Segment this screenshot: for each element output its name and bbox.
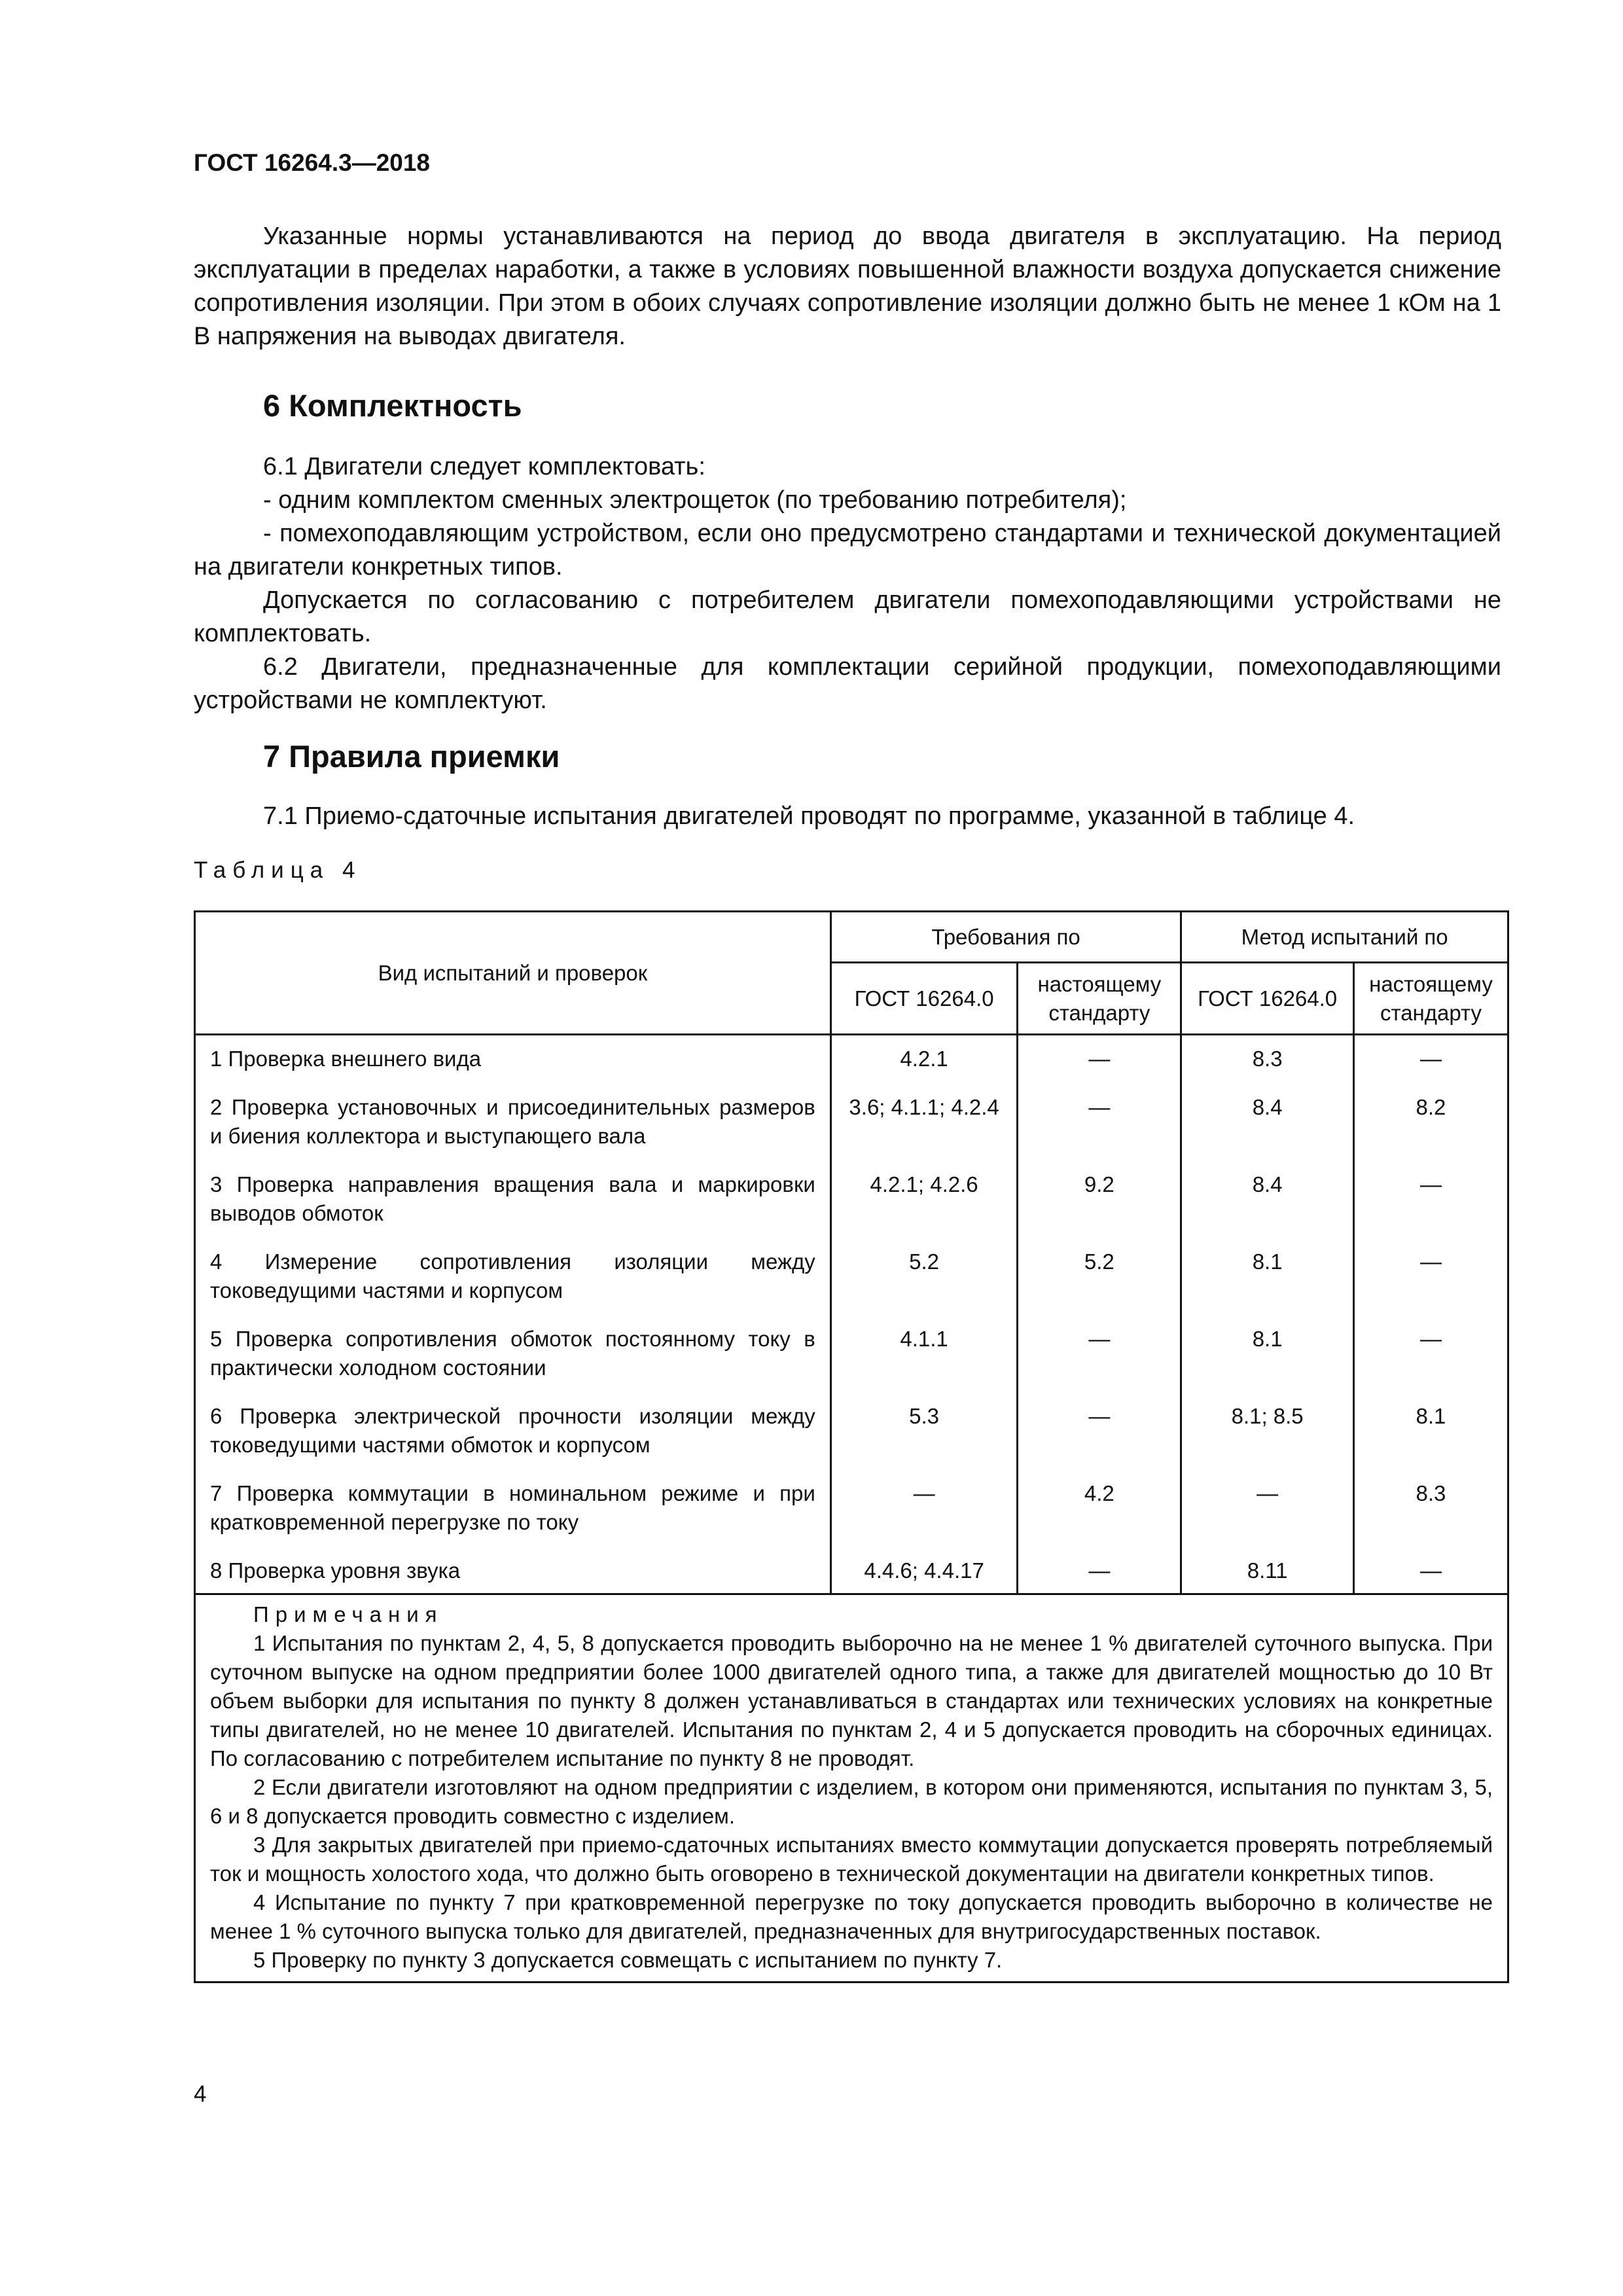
header-req-gost: ГОСТ 16264.0 <box>830 963 1018 1035</box>
row-5-met-gost: 8.1 <box>1181 1318 1354 1395</box>
row-6-met-std: 8.1 <box>1353 1395 1508 1473</box>
acceptance-test-table <box>194 910 1509 1983</box>
note-3-text: 3 Для закрытых двигателей при приемо-сдаточных испытаниях вместо коммутации допускается проверять потребляемый ток и мощность холостого хода, что должно быть оговорено в технической документации на двигатели конкретных типов. <box>210 1833 1493 1886</box>
bullet-brushes: - одним комплектом сменных электрощеток (по требованию потребителя); <box>263 486 1127 514</box>
row-8-req-gost: 4.4.6; 4.4.17 <box>830 1550 1018 1594</box>
section-6-heading: 6 Комплектность <box>263 388 522 423</box>
row-4-met-gost: 8.1 <box>1181 1241 1354 1318</box>
page-number: 4 <box>194 2081 207 2107</box>
row-5-req-gost: 4.1.1 <box>830 1318 1018 1395</box>
row-7-req-gost: — <box>830 1473 1018 1550</box>
header-req-this-a: настоящему <box>1037 971 1162 996</box>
row-3-req-std: 9.2 <box>1018 1164 1181 1241</box>
row-2-req-gost: 3.6; 4.1.1; 4.2.4 <box>830 1086 1018 1164</box>
intro-text: Указанные нормы устанавливаются на период до ввода двигателя в эксплуатацию. На период эксплуатации в пределах наработки, а также в условиях повышенной влажности воздуха допускается снижение сопротивления изоляции. При этом в обоих случаях сопротивление изоляции должно быть не менее 1 кОм на 1 В напряжения на выводах двигателя. <box>194 223 1501 350</box>
row-8-name: 8 Проверка уровня звука <box>195 1550 831 1594</box>
row-2-met-gost: 8.4 <box>1181 1086 1354 1164</box>
row-4-met-std: — <box>1353 1241 1508 1318</box>
intro-paragraph <box>194 220 1501 353</box>
table-row <box>195 1086 1508 1164</box>
table-row <box>195 1395 1508 1473</box>
table-row <box>195 1318 1508 1395</box>
document-header: ГОСТ 16264.3—2018 <box>194 149 431 176</box>
table-row <box>195 1035 1508 1087</box>
row-6-met-gost: 8.1; 8.5 <box>1181 1395 1354 1473</box>
row-1-met-std: — <box>1353 1035 1508 1087</box>
row-2-req-std: — <box>1018 1086 1181 1164</box>
table-header-row-1 <box>195 912 1508 963</box>
header-test-method: Метод испытаний по <box>1181 912 1508 963</box>
row-5-req-std: — <box>1018 1318 1181 1395</box>
row-1-name: 1 Проверка внешнего вида <box>195 1035 831 1087</box>
table-notes-row <box>195 1594 1508 1982</box>
row-3-met-gost: 8.4 <box>1181 1164 1354 1241</box>
header-met-this-standard <box>1353 963 1508 1035</box>
note-2 <box>210 1773 1493 1831</box>
table-row <box>195 1241 1508 1318</box>
header-test-type: Вид испытаний и проверок <box>195 912 831 1035</box>
row-2-name: 2 Проверка установочных и присоединительных размеров и биения коллектора и выступающего вала <box>195 1086 831 1164</box>
section-7-heading: 7 Правила приемки <box>263 739 560 774</box>
row-1-req-gost: 4.2.1 <box>830 1035 1018 1087</box>
row-6-req-gost: 5.3 <box>830 1395 1018 1473</box>
table-row <box>195 1164 1508 1241</box>
row-8-met-gost: 8.11 <box>1181 1550 1354 1594</box>
row-7-name: 7 Проверка коммутации в номинальном режиме и при кратковременной перегрузке по току <box>195 1473 831 1550</box>
table-caption: Таблица 4 <box>194 857 362 883</box>
table-notes <box>195 1594 1508 1982</box>
table-row <box>195 1550 1508 1594</box>
row-4-req-std: 5.2 <box>1018 1241 1181 1318</box>
row-6-name: 6 Проверка электрической прочности изоляции между токоведущими частями обмоток и корпусом <box>195 1395 831 1473</box>
row-6-req-std: — <box>1018 1395 1181 1473</box>
note-1-text: 1 Испытания по пунктам 2, 4, 5, 8 допускается проводить выборочно на не менее 1 % двигателей суточного выпуска. При суточном выпуске на одном предприятии более 1000 двигателей одного типа, а также для двигателей мощностью до 10 Вт объем выборки для испытания по пункту 8 должен устанавливаться в стандартах или технических условиях на конкретные типы двигателей, но не менее 10 двигателей. Испытания по пунктам 2, 4 и 5 допускается проводить на сборочных единицах. По согласованию с потребителем испытание по пункту 8 не проводят. <box>210 1631 1493 1770</box>
notes-title: Примечания <box>253 1602 444 1626</box>
note-1 <box>210 1629 1493 1773</box>
allowance-text: Допускается по согласованию с потребителем двигатели помехоподавляющими устройствами не комплектовать. <box>194 586 1501 647</box>
row-7-req-std: 4.2 <box>1018 1473 1181 1550</box>
row-4-name: 4 Измерение сопротивления изоляции между токоведущими частями и корпусом <box>195 1241 831 1318</box>
row-2-met-std: 8.2 <box>1353 1086 1508 1164</box>
row-8-met-std: — <box>1353 1550 1508 1594</box>
row-8-req-std: — <box>1018 1550 1181 1594</box>
row-7-met-gost: — <box>1181 1473 1354 1550</box>
row-3-name: 3 Проверка направления вращения вала и маркировки выводов обмоток <box>195 1164 831 1241</box>
section-7-body <box>194 800 1501 833</box>
bullet-suppressor: - помехоподавляющим устройством, если оно предусмотрено стандартами и технической документацией на двигатели конкретных типов. <box>194 520 1501 581</box>
table-row <box>195 1473 1508 1550</box>
header-met-gost: ГОСТ 16264.0 <box>1181 963 1354 1035</box>
header-req-this-standard <box>1018 963 1181 1035</box>
row-3-met-std: — <box>1353 1164 1508 1241</box>
row-5-name: 5 Проверка сопротивления обмоток постоянному току в практически холодном состоянии <box>195 1318 831 1395</box>
clause-7-1: 7.1 Приемо-сдаточные испытания двигателей проводят по программе, указанной в таблице 4. <box>263 802 1355 830</box>
row-7-met-std: 8.3 <box>1353 1473 1508 1550</box>
clause-6-2: 6.2 Двигатели, предназначенные для комплектации серийной продукции, помехоподавляющими устройствами не комплектуют. <box>194 653 1501 714</box>
note-2-text: 2 Если двигатели изготовляют на одном предприятии с изделием, в котором они применяются, испытания по пунктам 3, 5, 6 и 8 допускается проводить совместно с изделием. <box>210 1775 1493 1828</box>
section-6-body <box>194 450 1501 717</box>
row-5-met-std: — <box>1353 1318 1508 1395</box>
header-req-this-b: стандарту <box>1048 1000 1150 1025</box>
header-met-this-a: настоящему <box>1369 971 1493 996</box>
row-3-req-gost: 4.2.1; 4.2.6 <box>830 1164 1018 1241</box>
note-3 <box>210 1831 1493 1888</box>
header-requirements: Требования по <box>830 912 1181 963</box>
row-1-req-std: — <box>1018 1035 1181 1087</box>
clause-6-1: 6.1 Двигатели следует комплектовать: <box>263 453 705 480</box>
note-4-text: 4 Испытание по пункту 7 при кратковременной перегрузке по току допускается проводить выборочно в количестве не менее 1 % суточного выпуска только для двигателей, предназначенных для внутригосударственных поставок. <box>210 1890 1493 1943</box>
row-1-met-gost: 8.3 <box>1181 1035 1354 1087</box>
note-5 <box>210 1946 1493 1975</box>
header-met-this-b: стандарту <box>1380 1000 1482 1025</box>
note-5-text: 5 Проверку по пункту 3 допускается совмещать с испытанием по пункту 7. <box>253 1948 1003 1972</box>
note-4 <box>210 1888 1493 1946</box>
row-4-req-gost: 5.2 <box>830 1241 1018 1318</box>
